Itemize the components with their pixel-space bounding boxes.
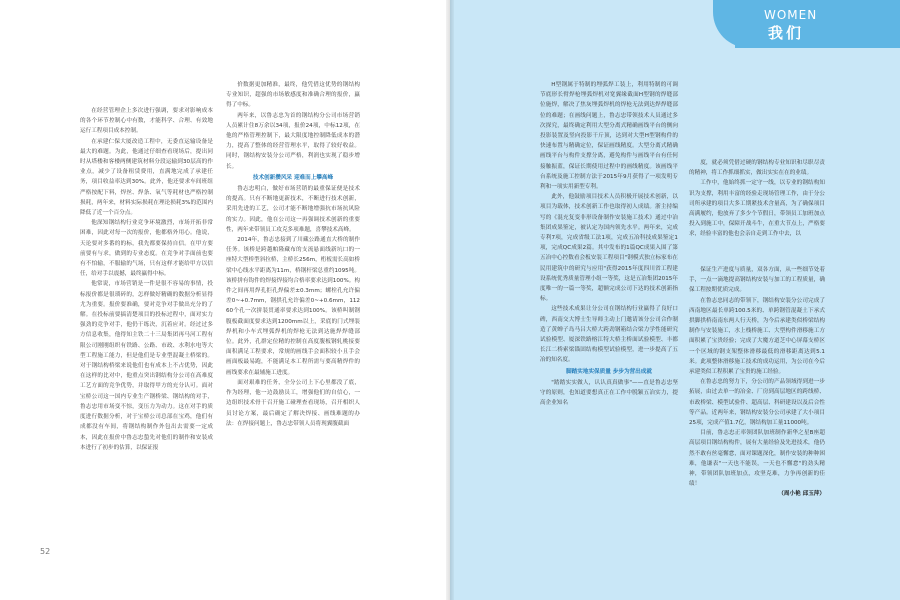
paragraph: 在鲁志忠的努力下，分公司的产品领域得到进一步拓展，由过去单一的冶金、厂房到高层地区的跨线桥、市政桥梁、模型试验件、超高层、科研建设以及后合性等产品。近两年来，钢结构安装分公司承建了大小项目25项，完成产值1.7亿，钢结构加工量11000吨。 <box>689 379 825 427</box>
left-column-2 <box>226 80 360 556</box>
section-tab <box>735 0 900 48</box>
paragraph: 他深知钢结构行业竞争环境激烈，市场开拓非常困难，因此对每一次的报价，他都格外用心。他说，天论要对多番的的标，我先都要保持自信。在甲方要前要有与求，做到的专业态度。在竞争对手面前也要有不怕输，不服输的气场，只有这样才能给甲方以信任，给对手以震撼，最终赢得中标。 <box>80 220 213 278</box>
paragraph: 工作中，他始终抓一定守一线，以专业的钢结构知识为支撑，利用丰富的经验走现场管理工作，由于分公司所承建的项目大多工期紧技术含量高，为了确保项目高满履约，他放弃了多少个节假日，带领员工加班加点投入到施工中，保障开战斗牛，在重大节点上，严格要求，经验丰富的他也会亲自走到工作中去，以 <box>689 180 825 238</box>
section-tab-en: WOMEN <box>764 8 818 22</box>
paragraph: 目前，鲁志忠正率领团队加班制作新华之星B座超高层项目钢结构构件，展有大量经验及先进技术，他仍然不敢有丝毫懈怠，面对课题深化，制作安装的种种困难，他谦表"一天也不能误，一天也不懈怠"的劲头精神，带领团队加班加点，攻坚克难，力争再创新的佳绩！ <box>689 430 825 488</box>
author-signature: （周小艳 邱玉萍） <box>778 491 825 498</box>
paragraph: 价数据更加精准，最终，他凭借这优势的钢结构专业知识，超强的市场敏感度和准确合理的报价，赢得了中标。 <box>226 82 360 109</box>
right-column-2-bottom <box>689 265 825 559</box>
paragraph: 保证生产进度与质量，双各方面，从一些细节处着手，一点一滴地提高钢结构安装与加工的工程质量，确保工程按期优质完成。 <box>689 267 825 294</box>
paragraph: 度，就必须凭借过硬的钢结构专业知识和尽职尽责的精神，将工作抓细抓实，做出实实在在的业绩。 <box>689 160 825 177</box>
page-gutter <box>446 0 454 600</box>
paragraph: H型钢属于特制的埋弧焊工装上，利用特制的可调节底形长臂焊枪埋弧焊机对宽翼缘截面H型钢的焊缝部位施焊，解决了焦灰埋弧焊机的焊枪无法到达焊焊缝部位的难题；在画线问题上，鲁志忠带领技术人员通过多次探究，最终确定利用大型分离式精确画线平台的侧向投影装置及竖向投影干斤顶，达到对大型H型钢构件的快速布置与精确定位，保证画线精度。大型分离式精确画线平台与构件支撑分离，避免构件与画线平台有任何接触振蓝，保证长期使用过程中的画线精度。该画线平台系统及施工控制方法于2015年9月获得了一项发明专利和一项实用新型专利。 <box>540 82 678 191</box>
paragraph: 在经营管理企上多次进行强调，要求对影响成本的各个环节控制心中有数，才能科学、合理、有效地运行工程项目成本控制。 <box>80 108 213 135</box>
paragraph: 2014年，鲁志忠接到了川藏公路通直大桥的制作任务。该桥是跨越帕隆藏布的支流悬面线新坑口的一座特大型桥型斜拉桥，主桥长256m，桁板需长高如桥梁中心线水平距离为11m，桥钢杆梁总重约1095吨。该桥拼有钩件的焊接焊接均合格率要求达到100%。构件之间再用焊孔拒孔焊偏差±0.3mm；螺栓孔允许偏差0~+0.7mm，钢拱孔允许偏差0~+0.6mm，11260个孔一次拼装贯通率要求达到100%。该桥叫制钢腹板截面度要求达到1200mm以上，采底的门式埋装焊机和小车式埋弧焊机的焊枪无法到达施焊焊缝部位。此外，孔群定位精的控制在高度腹板钢轧桃接要面积满足工程要求，常规的画线手会面积较小且手会画面板最易跑，不能满足本工程所需与要高精焊件的画线要求在最辅施工进度。 <box>226 237 360 376</box>
paragraph: 他常说，市场营销是一件是很不容易的事情，投标报价都是很琐碎的，怎样做好精确的数据分析显得尤为重要。报价要准确，要对竞争对手做出充分的了解。在投标前要搞清楚项目的投标过程中，面对实力强劲的竞争对手，他仍干练决，沉着应对。经过过多方信息收集，他得知主铁二十三局集团再马河工程有限公司刚刚组织有铁路、公路、市政、水利水电等大型工程施工能力，但是他们是专业型混凝土桥梁的。对于钢结构桥梁来说他们也有成本上不占优势，因此在这样的比对中，他重点突出钢结构分公司在高难度工艺方面的竞争优势，并取得甲方的充分认可。面对宝桥公司这一国内专业生产钢桥梁、钢结构的对手，鲁志忠用市场变不惊，变压力为动力。这在对手的质度进行数据分析，对于宝桥公司总部在宝鸡，他们有成都没有车间，将钢结构制作外包出去需要一定成本，因此在报价中鲁志忠蛰先对他们的制作和安装成本进行了初步的估算，以保证报 <box>80 281 213 451</box>
page-number: 52 <box>40 547 51 556</box>
right-column-1 <box>540 80 678 556</box>
paragraph: 面对艰难的任务，全分公司上下心里都没了底，作为经理，他一边鼓励员工，增强他们的自信心，一边组织技术骨干召开施工碰理查看现场，召开相织人员讨论方案，最后确定了解决焊接、画线难题的办法：在焊接问题上，鲁志忠带领人员将现翼腹截面 <box>226 379 360 427</box>
paragraph: "踏踏实实做人，认认真真做事"——直是鲁志忠坚守的原则，也知道要想真正在工作中脱颖五冶实力，提高企业知名 <box>540 379 678 407</box>
paragraph: 在鲁志忠同志的带领下，钢结构安装分公司完成了西南地区最长单跨100.5米的、单跨钢管混凝土下承式拱脚拱桥南南东两人行天桥，为今后承建类似桥梁结构制作与安装施工，水上栈桥施工、大型构件滑移施工方面积累了宝贵经验；完成了大魔方道芝中心屏幕支桥区一个区域的钢支架整体滑移最低的滑移距离达到5.1米。此项整体滑移施工技术的成功运用，为公司在今后承建类似工程积累了宝贵的施工经验。 <box>689 297 825 376</box>
subheading: 技术创新攒风采 迎难而上攀高峰 <box>252 174 334 181</box>
paragraph: 此外，他鼓励项目技术人员积极开展技术创新，以项目为载体，技术创新工作也取得初人成绩。浙主持编写的《混充复变非形设备制作安装施工技术》通过中冶集团成果鉴定，被认定为国内领先水平。两年来，完成专利7项，完成省级工法1项，完成五冶科技成果鉴定1项，完成QC成果2篇。其中发布的1篇QC成果入围了第五冶中心控数看会板安装工程项目"钢模式独立标家布在民用建筑中的研究与应用"获得2015年度四川省工程建设系统优秀质量管理小组一等奖，这是五冶集团2015年度唯一的一篇一等奖，超额完成公司下达的技术创新指标。 <box>540 194 678 303</box>
subheading: 脚踏实地实保质量 步步为营出成就 <box>566 368 652 375</box>
paragraph: 在承建仁保大厦改造工程中，无委直运输设备是最大的难题。为此，他通过仔细查看现场后，提出同时从塔楼和客楼两侧建筑材料分段运输到30层高的作业点，减少了设备租赁费用，直满地完成了承建任务，项目收益率达到30%。此外，他还要求车间班组严格按配下料，焊丝、焊条、氧气等耗材也严格控制损耗，两年来，材料实际损耗在理论损耗3%的范围内降低了近一个百分点。 <box>80 138 213 217</box>
paragraph: 鲁志忠明白，做好市场营销的最重保证便是技术的提高。只有不断地更新技术，不断进行技术创新，采用先进的工艺，公司才能不断地增强抗市场抗风险的实力。因此，他在公司这一再强调技术创新的重要性，两年来带领员工攻克多项难题，喜攀技术高峰。 <box>226 186 360 233</box>
paragraph: 两年来，以鲁志忠为首的钢结构分公司市场营销人员累计住8万余以34项，报价24项，中标12项，在他的严格管理控制下，最大限度地控制降低成本的潜力，提高了整体的经营管理水平，取得了较好收益。同时，钢结构安装分公司严格，利润也实现了稳步增长。 <box>226 112 360 170</box>
section-tab-cn: 我们 <box>768 24 805 42</box>
left-column-1 <box>80 106 213 554</box>
paragraph: 这些技术成果让分公司在钢结构行业赢得了良好口碑，西南交大博士生导师主动上门邀请该分公司合作制造了黄蝉子岛马吕大桥大跨劲钢箱结合梁力学性能研究试验模型、厦深铁路榕江特大桥主桥面试验模型、丰都长江二桥索梁锚固结构模型试验模型，进一步提高了五冶的知名度。 <box>540 306 678 364</box>
